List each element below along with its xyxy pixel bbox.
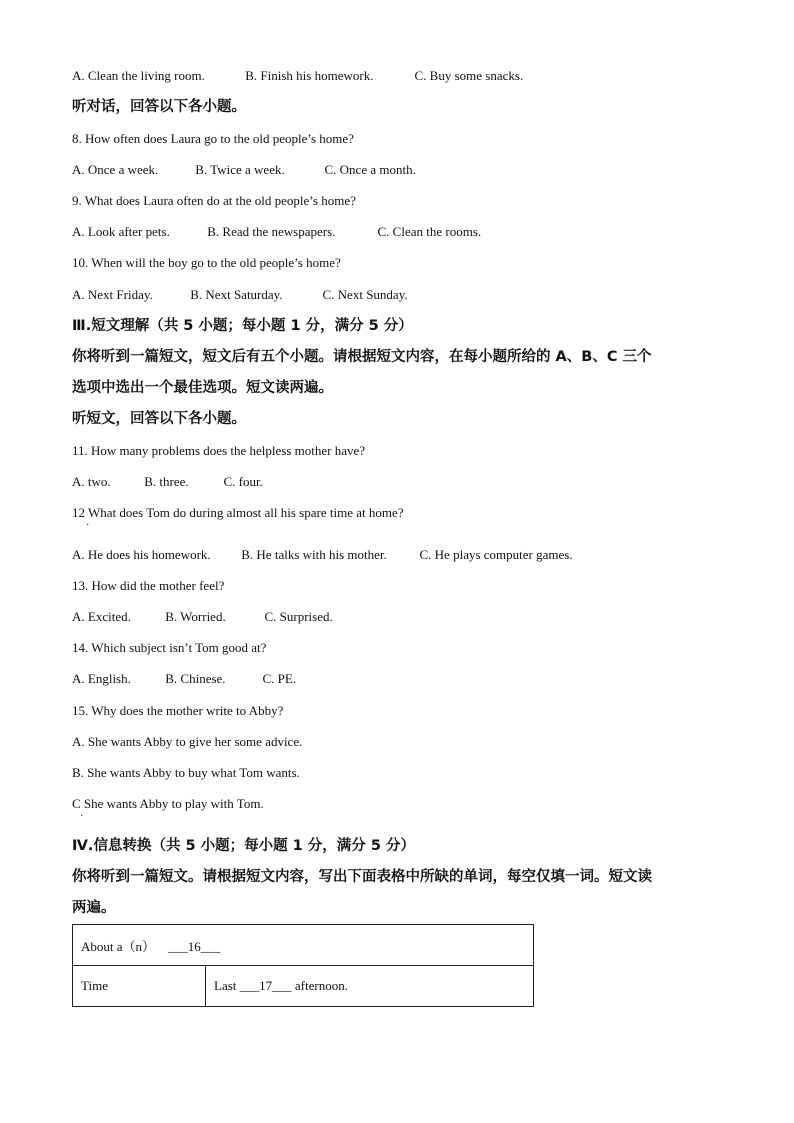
q10-option-b: B. Next Saturday. [190, 287, 283, 302]
row2-suffix: afternoon. [294, 978, 348, 993]
q9-option-c: C. Clean the rooms. [377, 224, 482, 239]
q10-question: 10. When will the boy go to the old people’s home? [72, 255, 341, 270]
q9-options [72, 224, 481, 240]
section4-desc-line1: 你将听到一篇短文。请根据短文内容，写出下面表格中所缺的单词，每空仅填一词。短文读 [72, 869, 652, 885]
q13-question: 13. How did the mother feel? [72, 578, 225, 593]
q15-option-c: C She wants Abby to play with Tom. [72, 796, 264, 811]
q11-option-b: B. three. [144, 474, 189, 489]
q10-option-a: A. Next Friday. [72, 287, 153, 302]
q8-option-c: C. Once a month. [324, 162, 416, 177]
q8-options [72, 162, 416, 178]
q12-dot-mark: · [86, 520, 90, 531]
q8-question: 8. How often does Laura go to the old people’s home? [72, 131, 354, 146]
q13-options [72, 609, 333, 625]
q12-options [72, 547, 573, 563]
section4-desc-line2: 两遍。 [72, 900, 116, 916]
row1-label: About a（n） [81, 938, 156, 954]
q7-option-c: C. Buy some snacks. [414, 68, 524, 83]
q15-question: 15. Why does the mother write to Abby? [72, 703, 284, 718]
q7-option-b: B. Finish his homework. [245, 68, 374, 83]
row2-label-cell [73, 966, 206, 1007]
table-row [73, 925, 534, 966]
section3-desc-line1: 你将听到一篇短文，短文后有五个小题。请根据短文内容，在每小题所给的 A、B、C 三个 [72, 349, 652, 365]
q11-option-a: A. two. [72, 474, 111, 489]
blank-16[interactable]: ___16___ [168, 938, 221, 954]
q15-option-a: A. She wants Abby to give her some advice. [72, 734, 303, 749]
q14-question: 14. Which subject isn’t Tom good at? [72, 640, 267, 655]
table-row [73, 966, 534, 1007]
q9-option-b: B. Read the newspapers. [207, 224, 336, 239]
q13-option-c: C. Surprised. [264, 609, 333, 624]
q12-option-c: C. He plays computer games. [419, 547, 573, 562]
q13-option-b: B. Worried. [165, 609, 226, 624]
q7-option-a: A. Clean the living room. [72, 68, 205, 83]
q7-options [72, 68, 523, 84]
section3-instruction: 听短文，回答以下各小题。 [72, 411, 246, 427]
blank-17[interactable]: ___17___ [239, 978, 292, 993]
section3-heading: Ⅲ.短文理解（共 5 小题；每小题 1 分，满分 5 分） [72, 318, 413, 334]
q8-option-b: B. Twice a week. [195, 162, 285, 177]
q10-option-c: C. Next Sunday. [322, 287, 408, 302]
q14-option-b: B. Chinese. [165, 671, 226, 686]
q14-option-c: C. PE. [262, 671, 297, 686]
q15-option-b: B. She wants Abby to buy what Tom wants. [72, 765, 300, 780]
q11-options [72, 474, 263, 490]
q15-dot-mark: · [80, 811, 84, 822]
row2-label: Time [81, 978, 108, 993]
dialog-instruction: 听对话，回答以下各小题。 [72, 99, 246, 115]
q11-option-c: C. four. [223, 474, 263, 489]
info-table [72, 924, 534, 1007]
q14-option-a: A. English. [72, 671, 131, 686]
row1-cell [73, 925, 534, 966]
q12-option-b: B. He talks with his mother. [241, 547, 387, 562]
q14-options [72, 671, 296, 687]
section3-desc-line2: 选项中选出一个最佳选项。短文读两遍。 [72, 380, 333, 396]
q11-question: 11. How many problems does the helpless mother have? [72, 443, 366, 458]
q8-option-a: A. Once a week. [72, 162, 159, 177]
q10-options [72, 287, 408, 303]
q13-option-a: A. Excited. [72, 609, 131, 624]
q9-option-a: A. Look after pets. [72, 224, 170, 239]
section4-heading: Ⅳ.信息转换（共 5 小题；每小题 1 分，满分 5 分） [72, 838, 415, 854]
q12-question: 12 What does Tom do during almost all his spare time at home? [72, 505, 404, 520]
q12-option-a: A. He does his homework. [72, 547, 211, 562]
q9-question: 9. What does Laura often do at the old people’s home? [72, 193, 356, 208]
row2-prefix: Last [214, 978, 237, 993]
row2-value-cell [206, 966, 534, 1007]
